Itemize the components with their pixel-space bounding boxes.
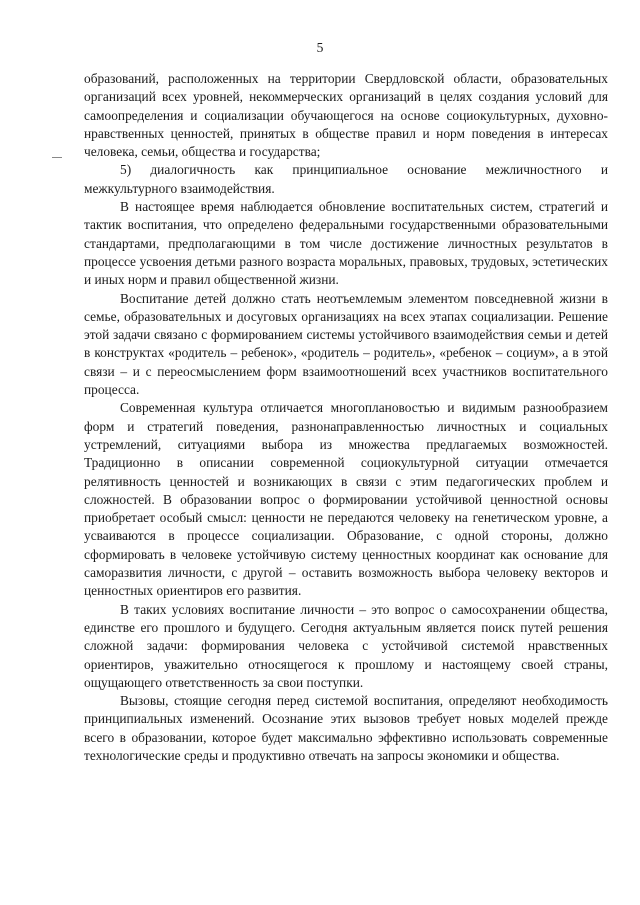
paragraph-7: Вызовы, стоящие сегодня перед системой воспитания, определяют необходимость принципиальных изменений. Осознание этих вызовов требует новых моделей прежде всего в образовании, которое будет максимально эффективно использовать современные технологические среды и продуктивно отвечать на запросы экономики и общества.: [84, 693, 608, 763]
margin-mark: [52, 157, 62, 158]
page-number: 5: [316, 40, 324, 55]
body-text: [84, 70, 608, 765]
paragraph-1: образований, расположенных на территории Свердловской области, образовательных организаций всех уровней, некоммерческих организаций в целях создания условий для самоопределения и социализации обучающегося на основе социокультурных, духовно-нравственных ценностей, принятых в обществе правил и норм поведения в интересах человека, семьи, общества и государства;: [84, 71, 608, 160]
paragraph-6: В таких условиях воспитание личности – это вопрос о самосохранении общества, единстве его прошлого и будущего. Сегодня актуальным является поиск путей решения сложной задачи: формирования человека с устойчивой системой нравственных ориентиров, уважительно относящегося к прошлому и настоящему своей страны, ощущающего ответственность за свои поступки.: [84, 601, 608, 690]
paragraph-5: Современная культура отличается многоплановостью и видимым разнообразием форм и стратегий поведения, разнонаправленностью личностных и социальных устремлений, ситуациями выбора из множества предлагаемых возможностей. Традиционно в описании современной социокультурной ситуации отмечается релятивность ценностей и возникающих в связи с этим педагогических проблем и сложностей. В образовании вопрос о формировании устойчивой ценностной основы приобретает особый смысл: ценности не передаются человеку на генетическом уровне, а усваиваются в процессе социализации. Образование, с одной стороны, должно сформировать в человеке устойчивую систему ценностных координат как основание для саморазвития личности, с другой – оставить возможность выбора человеку векторов и ценностных ориентиров его развития.: [84, 400, 608, 599]
paragraph-4: Воспитание детей должно стать неотъемлемым элементом повседневной жизни в семье, образовательных и досуговых организациях на всех этапах социализации. Решение этой задачи связано с формированием системы устойчивого взаимодействия семьи и детей в конструктах «родитель – ребенок», «родитель – родитель», «ребенок – социум», а в этой связи – и с переосмыслением форм взаимоотношений всех участников воспитательного процесса.: [84, 290, 608, 398]
paragraph-2: 5) диалогичность как принципиальное основание межличностного и межкультурного взаимодействия.: [84, 162, 608, 196]
paragraph-3: В настоящее время наблюдается обновление воспитательных систем, стратегий и тактик воспитания, что определено федеральными государственными образовательными стандартами, предполагающими в том числе достижение личностных результатов в процессе усвоения детьми разного возраста моральных, правовых, трудовых, эстетических и иных норм и правил общественной жизни.: [84, 199, 608, 288]
